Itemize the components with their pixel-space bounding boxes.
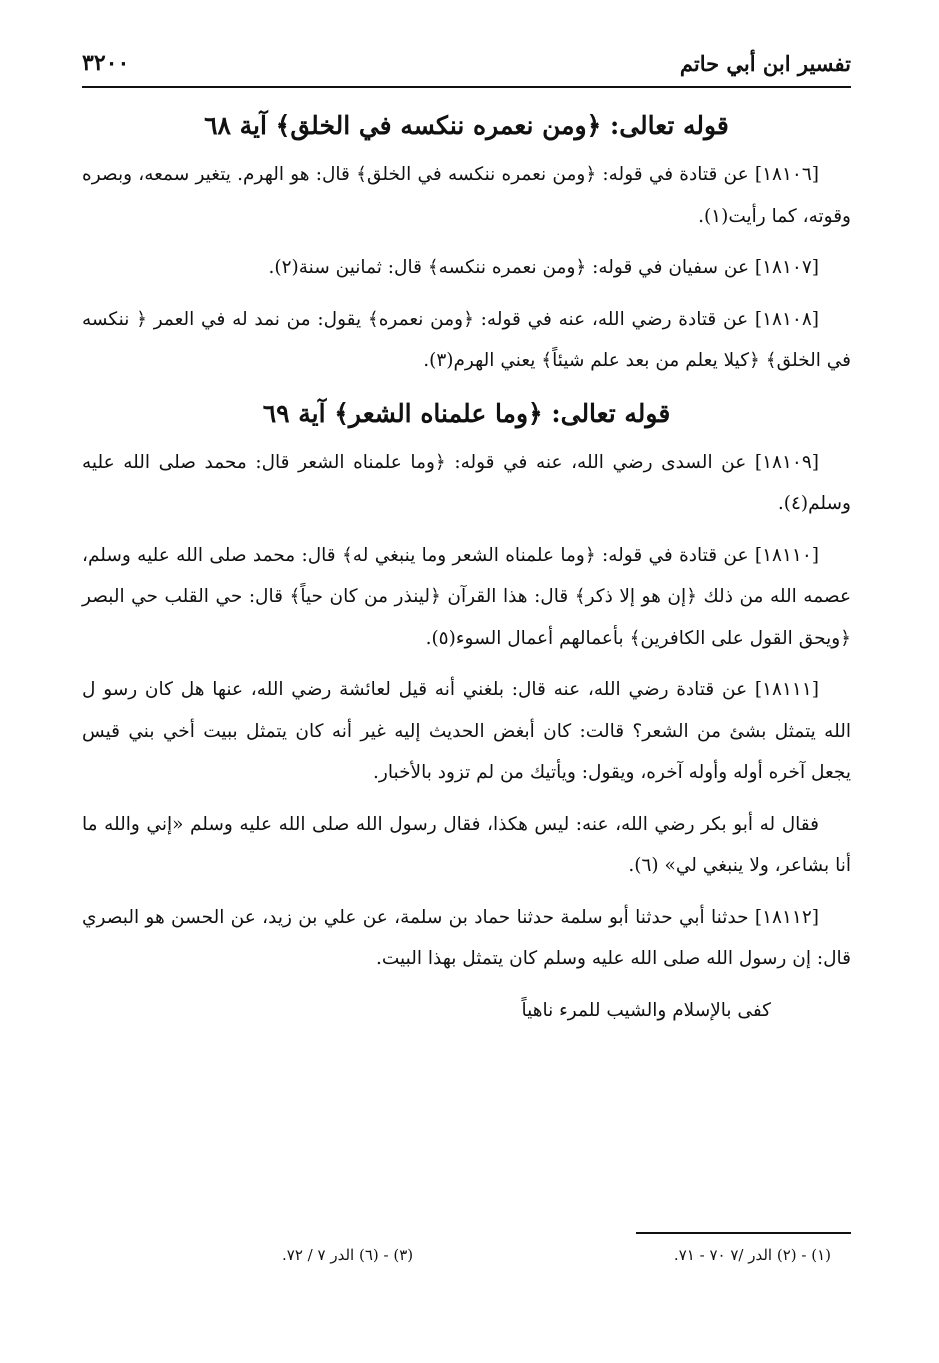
page-header (82, 40, 851, 86)
header-divider (82, 86, 851, 88)
footnote-divider (636, 1232, 851, 1234)
paragraph-18106: [١٨١٠٦] عن قتادة في قوله: ﴿ومن نعمره ننكسه في الخلق﴾ قال: هو الهرم. يتغير سمعه، وبصره وقوته، كما رأيت(١). (82, 164, 851, 227)
paragraph-18112: [١٨١١٢] حدثنا أبي حدثنا أبو سلمة حدثنا حماد بن سلمة، عن علي بن زيد، عن الحسن هو البصري قال: إن رسول الله صلى الله عليه وسلم كان يتمثل بهذا البيت. (82, 906, 851, 969)
footnotes (82, 1246, 851, 1264)
paragraph-18109: [١٨١٠٩] عن السدى رضي الله، عنه في قوله: ﴿وما علمناه الشعر قال: محمد صلى الله عليه وسلم(٤). (82, 451, 851, 514)
paragraph-18108: [١٨١٠٨] عن قتادة رضي الله، عنه في قوله: ﴿ومن نعمره﴾ يقول: من نمد له في العمر ﴿ ننكسه في الخلق﴾ ﴿كيلا يعلم من بعد علم شيئاً﴾ يعني الهرم(٣). (82, 308, 851, 371)
footnote-1-2: (١) - (٢) الدر /٧ ٧٠ - ٧١. (673, 1246, 831, 1264)
page-body (82, 100, 851, 1031)
footnote-3-6: (٣) - (٦) الدر ٧ / ٧٢. (282, 1246, 414, 1264)
paragraph-18111: [١٨١١١] عن قتادة رضي الله، عنه قال: بلغني أنه قيل لعائشة رضي الله، عنها هل كان رسو ل الله يتمثل بشئ من الشعر؟ قالت: كان أبغض الحديث إليه غير أنه كان يتمثل ببيت أخي بني قيس يجعل آخره أوله وأوله آخره، ويقول: ويأتيك من لم تزود بالأخبار. (82, 679, 851, 783)
section-heading-verse-69: قوله تعالى: ﴿وما علمناه الشعر﴾ آية ٦٩ (262, 398, 671, 428)
paragraph-18107: [١٨١٠٧] عن سفيان في قوله: ﴿ومن نعمره ننكسه﴾ قال: ثمانين سنة(٢). (268, 257, 819, 278)
poetry-verse: كفى بالإسلام والشيب للمرء ناهياً (521, 999, 771, 1021)
book-title: تفسير ابن أبي حاتم (679, 50, 851, 76)
page-number: ٣٢٠٠ (82, 50, 130, 76)
paragraph-18110: [١٨١١٠] عن قتادة في قوله: ﴿وما علمناه الشعر وما ينبغي له﴾ قال: محمد صلى الله عليه وسلم، عصمه الله من ذلك ﴿إن هو إلا ذكر﴾ قال: هذا القرآن ﴿لينذر من كان حياً﴾ قال: حي القلب حي البصر ﴿ويحق القول على الكافرين﴾ بأعمالهم أعمال السوء(٥). (82, 544, 851, 649)
section-heading-verse-68: قوله تعالى: ﴿ومن نعمره ننكسه في الخلق﴾ آية ٦٨ (204, 111, 729, 140)
paragraph-abu-bakr: فقال له أبو بكر رضي الله، عنه: ليس هكذا، فقال رسول الله صلى الله عليه وسلم «إني والله ما أنا بشاعر، ولا ينبغي لي» (٦). (82, 813, 851, 876)
